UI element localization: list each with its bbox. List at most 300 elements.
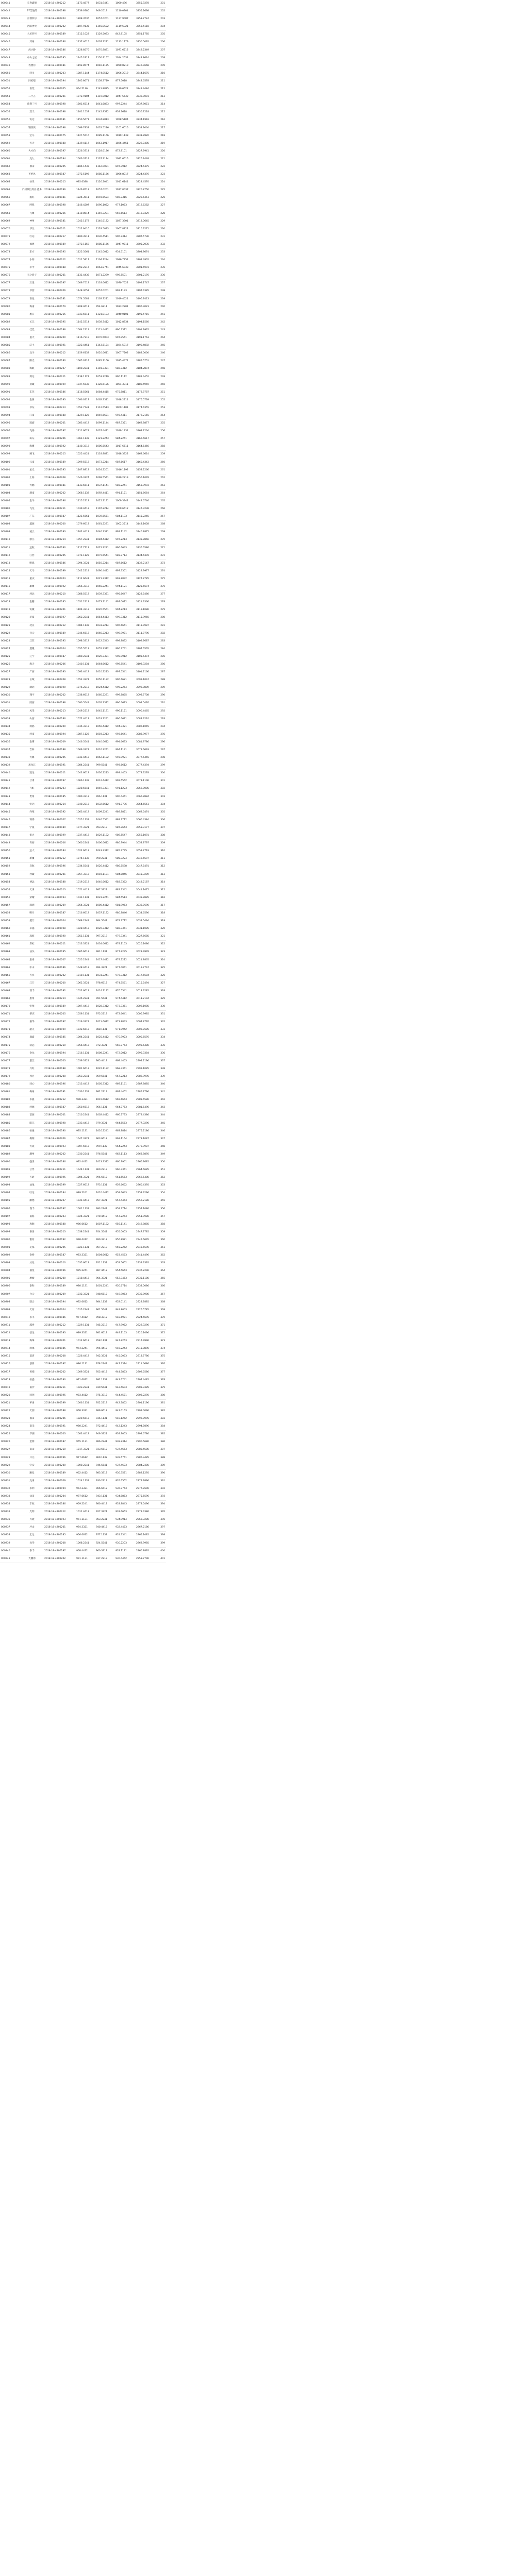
cell-owner: 广东 [21, 513, 43, 521]
cell-ring-no: 000058 [0, 132, 21, 140]
cell-serial: 2018-18-4200211 [43, 770, 75, 777]
cell-serial: 2018-18-4200194 [43, 155, 75, 163]
table-row [0, 1049, 166, 1057]
cell-rank: 271 [156, 544, 166, 552]
cell-score-2: 989.6612 [95, 1407, 114, 1415]
cell-score-3: 983.7714 [114, 552, 135, 560]
cell-score-2: 993.2213 [95, 824, 114, 832]
cell-score-1: 1021.1131 [75, 1244, 95, 1252]
cell-score-3: 978.1153 [114, 941, 135, 948]
table-row [0, 1120, 166, 1127]
cell-total: 2945.6695 [135, 1236, 156, 1244]
table-row [0, 0, 166, 8]
cell-rank: 391 [156, 1477, 166, 1485]
cell-total: 2937.2296 [135, 1267, 156, 1275]
cell-score-3: 993.8832 [114, 575, 135, 583]
cell-score-3: 932.1171 [114, 1547, 135, 1555]
cell-owner: 番禺 [21, 1228, 43, 1236]
cell-owner: 江苏 [21, 637, 43, 645]
cell-rank: 393 [156, 1493, 166, 1501]
cell-score-1: 1112.6641 [75, 575, 95, 583]
cell-score-3: 939.5741 [114, 1454, 135, 1462]
cell-score-1: 1140.3312 [75, 443, 95, 451]
cell-owner: 金龙 [21, 1049, 43, 1057]
table-row [0, 762, 166, 770]
cell-score-2: 1049.6621 [95, 412, 114, 419]
cell-score-1: 1010.2241 [75, 1112, 95, 1120]
table-row [0, 684, 166, 692]
cell-total: 3197.4385 [135, 287, 156, 295]
cell-rank: 360 [156, 1236, 166, 1244]
cell-score-2: 1016.2241 [95, 1127, 114, 1135]
table-row [0, 933, 166, 941]
cell-serial: 2018-18-4200192 [43, 583, 75, 591]
cell-owner: 增城 [21, 1275, 43, 1283]
table-row [0, 1228, 166, 1236]
cell-score-1: 1145.2917 [75, 54, 95, 62]
cell-score-2: 1142.0031 [95, 163, 114, 171]
cell-score-2: 1070.8831 [95, 46, 114, 54]
cell-ring-no: 000193 [0, 1182, 21, 1190]
cell-score-1: 995.1131 [75, 1127, 95, 1135]
cell-score-2: 1001.2241 [95, 1283, 114, 1291]
cell-owner: 金鹰 [21, 738, 43, 746]
cell-score-2: 1028.3312 [95, 1003, 114, 1011]
table-row [0, 995, 166, 1003]
cell-ring-no: 000189 [0, 1150, 21, 1158]
cell-ring-no: 000238 [0, 1532, 21, 1539]
table-row [0, 599, 166, 606]
cell-score-2: 1021.3312 [95, 575, 114, 583]
cell-ring-no: 000241 [0, 1555, 21, 1563]
cell-ring-no: 000236 [0, 1516, 21, 1524]
cell-score-1: 1142.5314 [75, 318, 95, 326]
cell-rank: 236 [156, 272, 166, 280]
cell-total: 2943.5596 [135, 1244, 156, 1252]
cell-score-3: 931.3341 [114, 1532, 135, 1539]
cell-score-1: 1013.3321 [75, 941, 95, 948]
cell-ring-no: 000180 [0, 1081, 21, 1089]
cell-score-3: 993.4453 [114, 770, 135, 777]
cell-rank: 301 [156, 777, 166, 785]
cell-score-2: 981.1131 [95, 948, 114, 956]
cell-score-1: 1016.1131 [75, 1049, 95, 1057]
table-row [0, 46, 166, 54]
cell-total: 3083.9977 [135, 731, 156, 738]
cell-rank: 233 [156, 249, 166, 257]
cell-serial: 2018-18-4200193 [43, 894, 75, 902]
cell-serial: 2018-18-4200189 [43, 459, 75, 466]
cell-serial: 2018-18-4200198 [43, 202, 75, 210]
cell-serial: 2018-18-4200200 [43, 723, 75, 731]
cell-total: 3041.1075 [135, 886, 156, 894]
cell-total: 3088.3274 [135, 715, 156, 723]
table-row [0, 287, 166, 295]
cell-ring-no: 000115 [0, 575, 21, 583]
cell-rank: 340 [156, 1081, 166, 1089]
cell-total: 2983.6586 [135, 1096, 156, 1104]
cell-serial: 2018-18-4200198 [43, 109, 75, 116]
cell-score-1: 977.4412 [75, 1314, 95, 1321]
cell-owner: 河源 [21, 1104, 43, 1112]
table-row [0, 1003, 166, 1011]
cell-score-1: 1116.7219 [75, 334, 95, 342]
cell-score-2: 1037.4411 [95, 428, 114, 435]
cell-score-2: 1031.2241 [95, 972, 114, 979]
cell-score-2: 975.2213 [95, 1011, 114, 1019]
cell-score-1: 971.6612 [75, 1376, 95, 1384]
cell-serial: 2018-18-4200186 [43, 715, 75, 723]
cell-ring-no: 000135 [0, 731, 21, 738]
cell-ring-no: 000064 [0, 179, 21, 187]
cell-score-3: 960.9961 [114, 1158, 135, 1166]
cell-rank: 362 [156, 1252, 166, 1260]
cell-owner: 肇庆 [21, 1011, 43, 1019]
cell-total: 2975.2186 [135, 1127, 156, 1135]
cell-score-1: 1084.2211 [75, 326, 95, 334]
cell-rank: 322 [156, 941, 166, 948]
cell-score-2: 1107.2214 [95, 505, 114, 513]
cell-serial: 2018-18-4200200 [43, 521, 75, 529]
cell-ring-no: 000117 [0, 591, 21, 599]
cell-ring-no: 000143 [0, 793, 21, 801]
cell-serial: 2018-18-4200181 [43, 194, 75, 202]
cell-rank: 384 [156, 1423, 166, 1431]
cell-score-1: 1080.2241 [75, 653, 95, 660]
cell-score-2: 1126.2041 [95, 179, 114, 187]
cell-score-3: 972.0012 [114, 1049, 135, 1057]
cell-owner: 山东 [21, 435, 43, 443]
cell-score-2: 982.2213 [95, 1089, 114, 1096]
cell-rank: 350 [156, 1158, 166, 1166]
cell-rank: 346 [156, 1127, 166, 1135]
cell-score-3: 989.8821 [114, 808, 135, 816]
table-row [0, 583, 166, 591]
cell-total: 3178.8787 [135, 388, 156, 396]
cell-score-3: 1019.1231 [114, 428, 135, 435]
cell-rank: 216 [156, 116, 166, 124]
cell-owner: 惠州 [21, 995, 43, 1003]
cell-score-1: 1201.6514 [75, 101, 95, 109]
table-row [0, 575, 166, 583]
cell-score-1: 1060.2241 [75, 840, 95, 848]
cell-owner: 洪荒 [21, 86, 43, 93]
cell-score-1: 1007.4412 [75, 1003, 95, 1011]
cell-total: 3098.7708 [135, 692, 156, 700]
cell-owner: 珠海 [21, 933, 43, 941]
cell-score-1: 1044.1131 [75, 1166, 95, 1174]
cell-total: 3196.7413 [135, 295, 156, 303]
cell-score-1: 1033.4412 [75, 1120, 95, 1127]
cell-score-3: 950.6714 [114, 1283, 135, 1291]
cell-ring-no: 000084 [0, 334, 21, 342]
cell-total: 3220.8750 [135, 187, 156, 194]
cell-serial: 2018-18-4200199 [43, 1399, 75, 1407]
cell-ring-no: 000187 [0, 1135, 21, 1143]
cell-serial: 2018-18-4200197 [43, 147, 75, 155]
cell-serial: 2018-18-4200208 [43, 1073, 75, 1080]
table-row [0, 116, 166, 124]
table-row [0, 77, 166, 85]
cell-owner: 兴隆 [21, 1516, 43, 1524]
cell-owner: 海天 [21, 660, 43, 668]
cell-owner: 龙华 [21, 1539, 43, 1547]
cell-ring-no: 000108 [0, 521, 21, 529]
table-row [0, 1384, 166, 1392]
cell-score-3: 984.5513 [114, 894, 135, 902]
cell-serial: 2018-18-4200197 [43, 1205, 75, 1213]
cell-score-2: 1034.2261 [95, 466, 114, 474]
cell-owner: 茂名 [21, 1073, 43, 1080]
cell-score-3: 987.6612 [114, 560, 135, 567]
table-row [0, 1555, 166, 1563]
cell-score-3: 962.1113 [114, 1150, 135, 1158]
cell-ring-no: 000170 [0, 1003, 21, 1011]
cell-total: 3105.5474 [135, 653, 156, 660]
table-row [0, 241, 166, 248]
cell-ring-no: 000196 [0, 1205, 21, 1213]
cell-ring-no: 000111 [0, 544, 21, 552]
cell-ring-no: 000186 [0, 1127, 21, 1135]
cell-score-3: 957.4453 [114, 1197, 135, 1205]
cell-rank: 321 [156, 933, 166, 941]
cell-rank: 208 [156, 54, 166, 62]
cell-serial: 2018-18-4200194 [43, 731, 75, 738]
cell-total: 3077.4394 [135, 762, 156, 770]
cell-score-2: 949.2513 [95, 8, 114, 15]
cell-score-2: 978.6612 [95, 979, 114, 987]
cell-ring-no: 000198 [0, 1221, 21, 1228]
cell-score-1: 1102.4412 [75, 529, 95, 536]
cell-score-2: 930.2213 [95, 1477, 114, 1485]
cell-score-1: 1025.1131 [75, 816, 95, 824]
cell-owner: 内蒙 [21, 808, 43, 816]
cell-owner: 宝马 [21, 132, 43, 140]
cell-owner: 南山 [21, 1446, 43, 1454]
cell-ring-no: 000090 [0, 381, 21, 388]
cell-score-3: 932.6653 [114, 1509, 135, 1516]
cell-ring-no: 000195 [0, 1197, 21, 1205]
cell-score-3: 996.1121 [114, 707, 135, 715]
cell-owner: 天成 [21, 1143, 43, 1150]
cell-score-2: 945.2213 [95, 1321, 114, 1329]
cell-score-3: 955.0003 [114, 1228, 135, 1236]
cell-serial: 2018-18-4200200 [43, 1275, 75, 1283]
cell-score-1: 965.1131 [75, 1438, 95, 1446]
cell-rank: 363 [156, 1260, 166, 1267]
cell-owner: 大鹏湾 [21, 1555, 43, 1563]
cell-total: 3244.1675 [135, 70, 156, 77]
cell-ring-no: 000100 [0, 459, 21, 466]
cell-score-3: 966.7733 [114, 1112, 135, 1120]
cell-owner: 天津 [21, 886, 43, 894]
cell-total: 3249.2349 [135, 46, 156, 54]
cell-owner: 红运 [21, 233, 43, 241]
cell-rank: 276 [156, 583, 166, 591]
cell-ring-no: 000174 [0, 1034, 21, 1042]
cell-total: 3223.4570 [135, 179, 156, 187]
cell-total: 3031.1085 [135, 925, 156, 933]
cell-score-3: 902.7316 [114, 194, 135, 202]
cell-score-3: 945.0053 [114, 1353, 135, 1361]
cell-rank: 366 [156, 1283, 166, 1291]
cell-score-2: 1118.6612 [95, 280, 114, 287]
cell-owner: 厦门 [21, 918, 43, 925]
cell-total: 2992.1085 [135, 1065, 156, 1073]
table-row [0, 669, 166, 676]
cell-ring-no: 000162 [0, 941, 21, 948]
table-row [0, 358, 166, 365]
cell-rank: 259 [156, 451, 166, 459]
cell-ring-no: 000225 [0, 1431, 21, 1438]
cell-score-2: 1004.6612 [95, 1252, 114, 1260]
cell-ring-no: 000088 [0, 365, 21, 373]
cell-rank: 295 [156, 731, 166, 738]
cell-ring-no: 000102 [0, 474, 21, 482]
cell-score-2: 996.1131 [95, 793, 114, 801]
cell-ring-no: 000094 [0, 412, 21, 419]
table-row [0, 816, 166, 824]
cell-owner: 阳江 [21, 1120, 43, 1127]
cell-total: 2903.2295 [135, 1392, 156, 1399]
cell-score-3: 998.5501 [114, 272, 135, 280]
cell-owner: 大鹏 [21, 482, 43, 489]
cell-score-3: 942.5603 [114, 1384, 135, 1392]
cell-total: 3066.8884 [135, 793, 156, 801]
table-row [0, 1493, 166, 1501]
cell-score-3: 976.3312 [114, 972, 135, 979]
cell-score-2: 1036.2213 [95, 770, 114, 777]
cell-ring-no: 000219 [0, 1384, 21, 1392]
cell-serial: 2018-18-4200202 [43, 1150, 75, 1158]
cell-rank: 348 [156, 1143, 166, 1150]
cell-rank: 218 [156, 132, 166, 140]
cell-score-3: 963.8814 [114, 1127, 135, 1135]
cell-score-3: 938.7618 [114, 109, 135, 116]
cell-score-2: 955.4412 [95, 1368, 114, 1376]
cell-owner: 安徽 [21, 606, 43, 614]
cell-total: 3151.6664 [135, 489, 156, 497]
cell-serial: 2018-18-4200200 [43, 979, 75, 987]
cell-owner: 凌云 [21, 529, 43, 536]
cell-score-2: 1006.6612 [95, 840, 114, 848]
cell-total: 2966.7685 [135, 1158, 156, 1166]
cell-rank: 266 [156, 505, 166, 513]
cell-total: 2994.2196 [135, 1057, 156, 1065]
cell-score-2: 995.4412 [95, 1345, 114, 1353]
table-row [0, 466, 166, 474]
table-row [0, 1034, 166, 1042]
cell-owner: 同心 [21, 1081, 43, 1089]
cell-score-3: 1110.0904 [114, 8, 135, 15]
cell-score-2: 973.1131 [95, 1182, 114, 1190]
cell-owner: 银河 [21, 1236, 43, 1244]
cell-rank: 386 [156, 1438, 166, 1446]
cell-score-1: 1025.2241 [75, 956, 95, 964]
table-row [0, 459, 166, 466]
table-row [0, 31, 166, 39]
cell-score-2: 1013.3312 [95, 1158, 114, 1166]
table-row [0, 1547, 166, 1555]
cell-score-1: 1127.5516 [75, 132, 95, 140]
cell-serial: 2018-18-4200212 [43, 855, 75, 863]
table-row [0, 163, 166, 171]
cell-rank: 376 [156, 1361, 166, 1368]
cell-score-3: 942.7852 [114, 1399, 135, 1407]
cell-serial: 2018-18-4200208 [43, 474, 75, 482]
cell-serial: 2018-18-4200205 [43, 163, 75, 171]
cell-total: 3233.9064 [135, 124, 156, 132]
cell-rank: 364 [156, 1267, 166, 1275]
cell-serial: 2018-18-4200199 [43, 567, 75, 575]
cell-score-1: 1052.7741 [75, 404, 95, 412]
cell-serial: 2018-18-4200205 [43, 754, 75, 762]
cell-score-3: 999.3312 [114, 614, 135, 622]
cell-score-2: 1073.2214 [95, 459, 114, 466]
cell-owner: 振兴 [21, 832, 43, 840]
cell-score-1: 1046.5541 [75, 738, 95, 746]
cell-owner: 云浮 [21, 1166, 43, 1174]
cell-score-3: 996.6623 [114, 700, 135, 707]
table-row [0, 793, 166, 801]
cell-ring-no: 000091 [0, 388, 21, 396]
cell-ring-no: 000089 [0, 373, 21, 381]
cell-total: 3149.6746 [135, 498, 156, 505]
cell-rank: 375 [156, 1353, 166, 1361]
cell-total: 2987.8885 [135, 1081, 156, 1089]
cell-rank: 388 [156, 1454, 166, 1462]
cell-serial: 2018-18-4200198 [43, 925, 75, 933]
cell-owner: 越秀 [21, 1321, 43, 1329]
cell-total: 2924.4695 [135, 1314, 156, 1321]
cell-total: 3071.1106 [135, 777, 156, 785]
cell-ring-no: 000228 [0, 1454, 21, 1462]
cell-owner: 小海 [21, 257, 43, 264]
cell-serial: 2018-18-4200202 [43, 972, 75, 979]
cell-score-2: 1005.3312 [95, 700, 114, 707]
cell-rank: 255 [156, 420, 166, 428]
cell-score-3: 934.5101 [114, 249, 135, 257]
cell-score-1: 1022.4451 [75, 342, 95, 350]
cell-score-1: 1018.4412 [75, 1275, 95, 1283]
cell-score-2: 1020.6611 [95, 350, 114, 358]
cell-score-2: 1037.1132 [95, 909, 114, 917]
cell-owner: 天之骄子 [21, 272, 43, 280]
cell-score-2: 961.5541 [95, 1306, 114, 1314]
table-row [0, 1275, 166, 1283]
cell-total: 3204.8674 [135, 249, 156, 257]
cell-score-3: 930.4452 [114, 1555, 135, 1563]
cell-serial: 2018-18-4200191 [43, 762, 75, 770]
cell-score-1: 1110.8514 [75, 210, 95, 217]
table-row [0, 1485, 166, 1493]
cell-owner: 顺发 [21, 1469, 43, 1477]
cell-score-1: 1054.3321 [75, 902, 95, 909]
cell-owner: 清远 [21, 1042, 43, 1049]
cell-serial: 2018-18-4200193 [43, 529, 75, 536]
cell-total: 3207.5736 [135, 233, 156, 241]
table-row [0, 62, 166, 70]
cell-rank: 242 [156, 318, 166, 326]
cell-rank: 224 [156, 179, 166, 187]
cell-score-1: 1001.1131 [75, 1205, 95, 1213]
cell-score-3: 999.8865 [114, 692, 135, 700]
cell-score-1: 1079.6613 [75, 521, 95, 529]
cell-serial: 2018-18-4200189 [43, 630, 75, 637]
cell-score-3: 1127.9087 [114, 15, 135, 23]
cell-score-2: 1096.1022 [95, 202, 114, 210]
cell-total: 2941.4496 [135, 1252, 156, 1260]
